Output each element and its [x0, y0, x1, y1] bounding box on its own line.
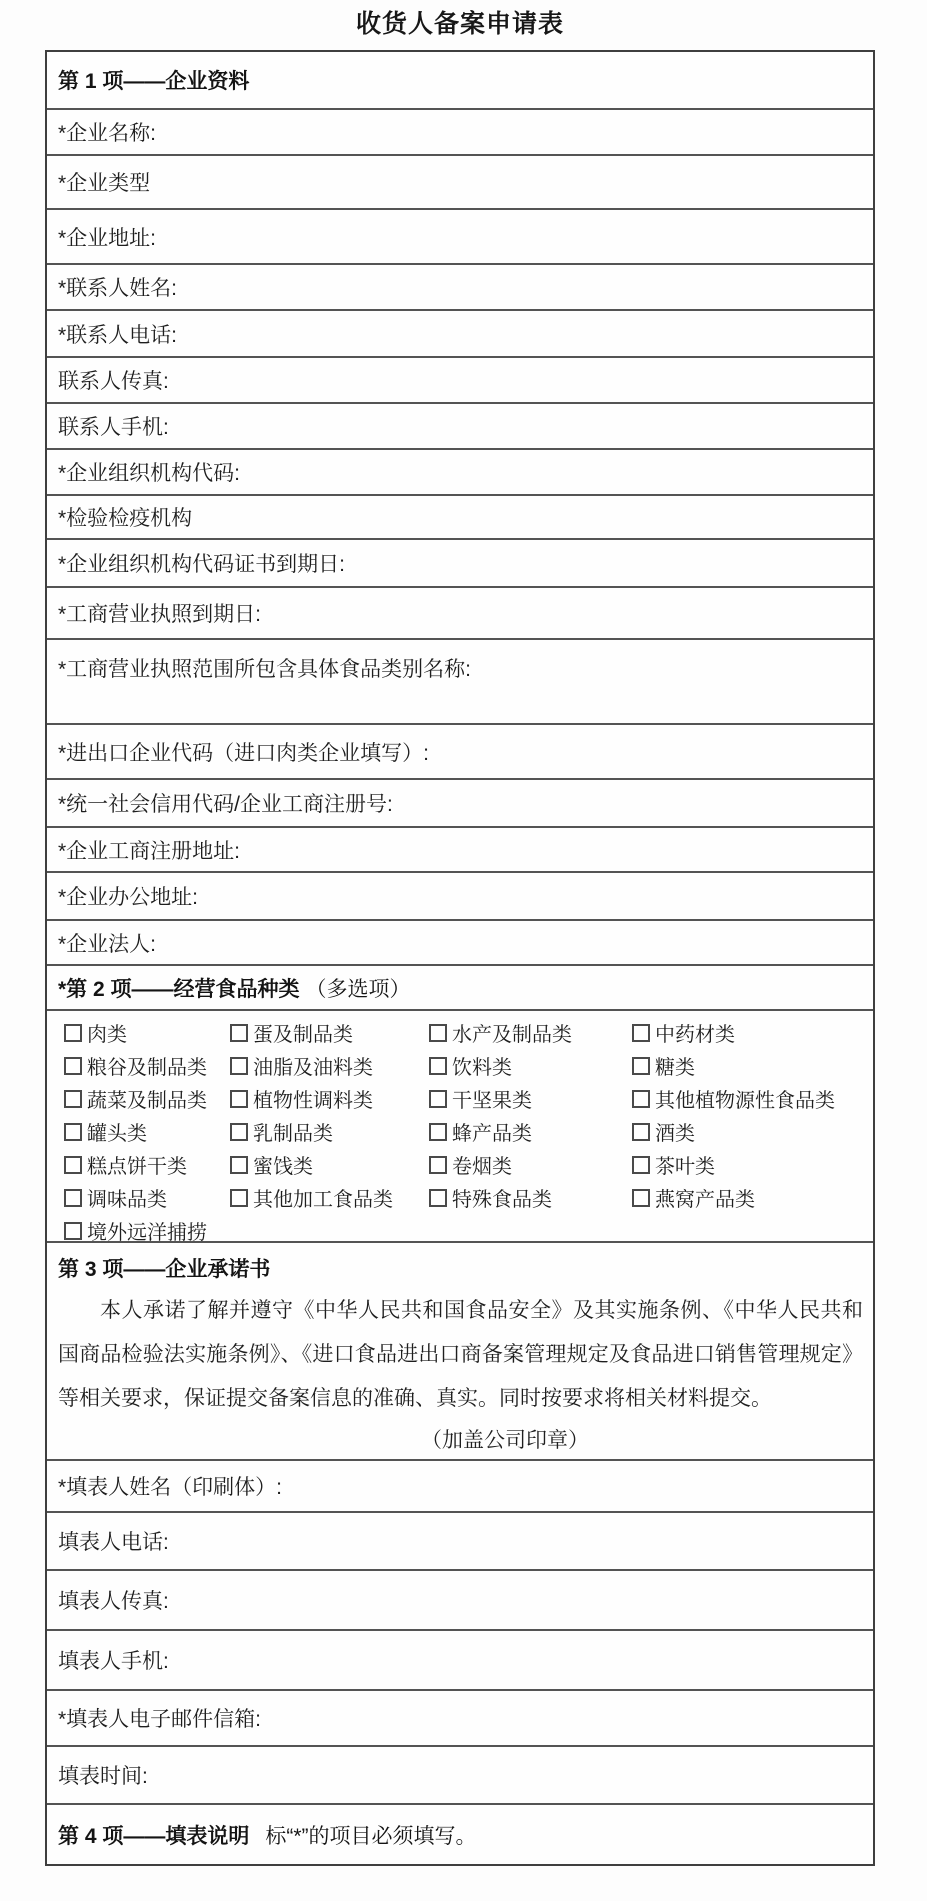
page-title: 收货人备案申请表 [355, 10, 564, 38]
field-label: *企业法人: [58, 932, 157, 956]
section4-header-label: 第 4 项——填表说明 [58, 1824, 250, 1848]
checkbox-icon[interactable] [429, 1024, 447, 1042]
checkbox-label: 蔬菜及制品类 [87, 1090, 207, 1112]
field-label: *工商营业执照到期日: [58, 603, 262, 626]
field-label: *企业办公地址: [58, 886, 199, 909]
section3-pledge-cell [47, 1243, 873, 1461]
field-label: *联系人姓名: [58, 277, 178, 300]
field-label: 填表时间: [58, 1765, 148, 1788]
field-label: *企业组织机构代码证书到期日: [58, 553, 346, 576]
form-page [45, 7, 875, 1866]
section2-header-label: *第 2 项——经营食品种类 [58, 977, 300, 1001]
checkbox-icon[interactable] [230, 1090, 248, 1108]
checkbox-label: 蜜饯类 [253, 1156, 313, 1178]
checkbox-icon[interactable] [429, 1123, 447, 1141]
checkbox-label: 乳制品类 [253, 1123, 333, 1145]
checkbox-item[interactable] [230, 1183, 429, 1212]
checkbox-icon[interactable] [64, 1189, 82, 1207]
table-row [47, 1571, 873, 1631]
checkbox-item[interactable] [64, 1018, 230, 1047]
field-label: *企业名称: [58, 122, 157, 145]
table-row [47, 873, 873, 921]
checkbox-icon[interactable] [64, 1156, 82, 1174]
checkbox-item[interactable] [64, 1216, 230, 1245]
checkbox-label: 水产及制品类 [452, 1024, 572, 1046]
field-label: 填表人电话: [58, 1531, 169, 1554]
checkbox-label: 境外远洋捕捞 [87, 1222, 207, 1244]
stamp-note: （加盖公司印章） [421, 1429, 589, 1452]
checkbox-icon[interactable] [64, 1222, 82, 1240]
checkbox-icon[interactable] [64, 1024, 82, 1042]
field-label: *企业工商注册地址: [58, 839, 241, 863]
field-label: *统一社会信用代码/企业工商注册号: [58, 793, 393, 816]
field-label: 填表人传真: [58, 1590, 169, 1613]
checkbox-item[interactable] [230, 1018, 429, 1047]
checkbox-label: 干坚果类 [452, 1090, 532, 1112]
checkbox-label: 罐头类 [87, 1123, 147, 1145]
checkbox-label: 蛋及制品类 [253, 1024, 353, 1046]
checkbox-label: 油脂及油料类 [253, 1057, 373, 1079]
checkbox-label: 蜂产品类 [452, 1123, 532, 1145]
checkbox-item[interactable] [230, 1117, 429, 1146]
table-row [47, 358, 873, 404]
section1-header-label: 第 1 项——企业资料 [58, 70, 250, 93]
table-row [47, 210, 873, 265]
checkbox-item[interactable] [64, 1084, 230, 1113]
checkbox-icon[interactable] [429, 1057, 447, 1075]
checkbox-label: 糖类 [655, 1057, 695, 1079]
field-label: *工商营业执照范围所包含具体食品类别名称: [58, 658, 472, 681]
table-row [47, 496, 873, 540]
section1-header [47, 52, 873, 110]
checkbox-icon[interactable] [632, 1024, 650, 1042]
checkbox-icon[interactable] [230, 1189, 248, 1207]
checkbox-label: 肉类 [87, 1024, 127, 1046]
table-row [47, 1691, 873, 1747]
section4-note: 标“*”的项目必须填写。 [265, 1824, 477, 1848]
checkbox-item[interactable] [632, 1183, 873, 1212]
checkbox-item[interactable] [64, 1051, 230, 1080]
checkbox-label: 调味品类 [87, 1189, 167, 1211]
checkbox-icon[interactable] [230, 1057, 248, 1075]
checkbox-item[interactable] [429, 1051, 632, 1080]
checkbox-icon[interactable] [64, 1123, 82, 1141]
checkbox-label: 茶叶类 [655, 1156, 715, 1178]
section3-header: 第 3 项——企业承诺书 [58, 1258, 271, 1281]
checkbox-icon[interactable] [632, 1057, 650, 1075]
checkbox-item[interactable] [64, 1183, 230, 1212]
table-row [47, 1461, 873, 1513]
checkbox-icon[interactable] [230, 1156, 248, 1174]
table-row [47, 404, 873, 450]
checkbox-item[interactable] [632, 1051, 873, 1080]
table-row [47, 828, 873, 873]
checkbox-icon[interactable] [429, 1090, 447, 1108]
section2-header-note: （多选项） [305, 977, 411, 1001]
checkbox-icon[interactable] [429, 1156, 447, 1174]
checkbox-item[interactable] [429, 1084, 632, 1113]
checkbox-label: 其他加工食品类 [253, 1189, 393, 1211]
checkbox-item[interactable] [632, 1150, 873, 1179]
field-label: *企业组织机构代码: [58, 462, 241, 485]
checkbox-item[interactable] [632, 1084, 873, 1113]
food-category-checkbox-grid [47, 1011, 873, 1243]
checkbox-icon[interactable] [632, 1156, 650, 1174]
checkbox-icon[interactable] [632, 1123, 650, 1141]
checkbox-item[interactable] [632, 1018, 873, 1047]
checkbox-icon[interactable] [429, 1189, 447, 1207]
checkbox-item[interactable] [230, 1150, 429, 1179]
table-row [47, 725, 873, 780]
table-row [47, 588, 873, 640]
table-row [47, 921, 873, 966]
field-label: *填表人姓名（印刷体）: [58, 1476, 283, 1499]
checkbox-label: 糕点饼干类 [87, 1156, 187, 1178]
checkbox-item[interactable] [230, 1084, 429, 1113]
table-row [47, 265, 873, 311]
table-row [47, 311, 873, 358]
pledge-text: 本人承诺了解并遵守《中华人民共和国食品安全》及其实施条例、《中华人民共和国商品检验法实施条例》、《进口食品进出口商备案管理规定及食品进口销售管理规定》等相关要求，保证提交备案信息的准确、真实。同时按要求将相关材料提交。 [58, 1299, 863, 1410]
checkbox-icon[interactable] [64, 1090, 82, 1108]
table-row [47, 156, 873, 210]
checkbox-label: 饮料类 [452, 1057, 512, 1079]
checkbox-item[interactable] [429, 1183, 632, 1212]
table-row [47, 1631, 873, 1691]
field-label: *进出口企业代码（进口肉类企业填写）: [58, 741, 430, 765]
checkbox-item[interactable] [429, 1150, 632, 1179]
table-row [47, 540, 873, 588]
field-label: 填表人手机: [58, 1650, 169, 1673]
field-label: 联系人传真: [58, 370, 169, 393]
checkbox-icon[interactable] [632, 1189, 650, 1207]
checkbox-item[interactable] [64, 1117, 230, 1146]
field-label: 联系人手机: [58, 416, 169, 439]
checkbox-label: 植物性调料类 [253, 1090, 373, 1112]
checkbox-icon[interactable] [230, 1024, 248, 1042]
checkbox-item[interactable] [429, 1117, 632, 1146]
table-row [47, 450, 873, 496]
checkbox-icon[interactable] [632, 1090, 650, 1108]
checkbox-label: 其他植物源性食品类 [655, 1090, 835, 1112]
checkbox-icon[interactable] [64, 1057, 82, 1075]
section4-row [47, 1805, 873, 1864]
checkbox-icon[interactable] [230, 1123, 248, 1141]
table-row [47, 640, 873, 725]
checkbox-label: 粮谷及制品类 [87, 1057, 207, 1079]
checkbox-label: 中药材类 [655, 1024, 735, 1046]
field-label: *企业类型 [58, 172, 151, 195]
checkbox-label: 燕窝产品类 [655, 1189, 755, 1211]
table-row [47, 1747, 873, 1805]
field-label: *企业地址: [58, 226, 157, 250]
checkbox-item[interactable] [64, 1150, 230, 1179]
table-row [47, 780, 873, 828]
section2-header [47, 966, 873, 1011]
table-row [47, 110, 873, 156]
checkbox-item[interactable] [429, 1018, 632, 1047]
application-form-table [45, 50, 875, 1866]
checkbox-item[interactable] [230, 1051, 429, 1080]
checkbox-label: 酒类 [655, 1123, 695, 1145]
table-row [47, 1513, 873, 1571]
field-label: *联系人电话: [58, 323, 178, 347]
checkbox-item[interactable] [632, 1117, 873, 1146]
checkbox-label: 卷烟类 [452, 1156, 512, 1178]
field-label: *检验检疫机构 [58, 507, 193, 530]
field-label: *填表人电子邮件信箱: [58, 1708, 262, 1731]
checkbox-label: 特殊食品类 [452, 1189, 552, 1211]
